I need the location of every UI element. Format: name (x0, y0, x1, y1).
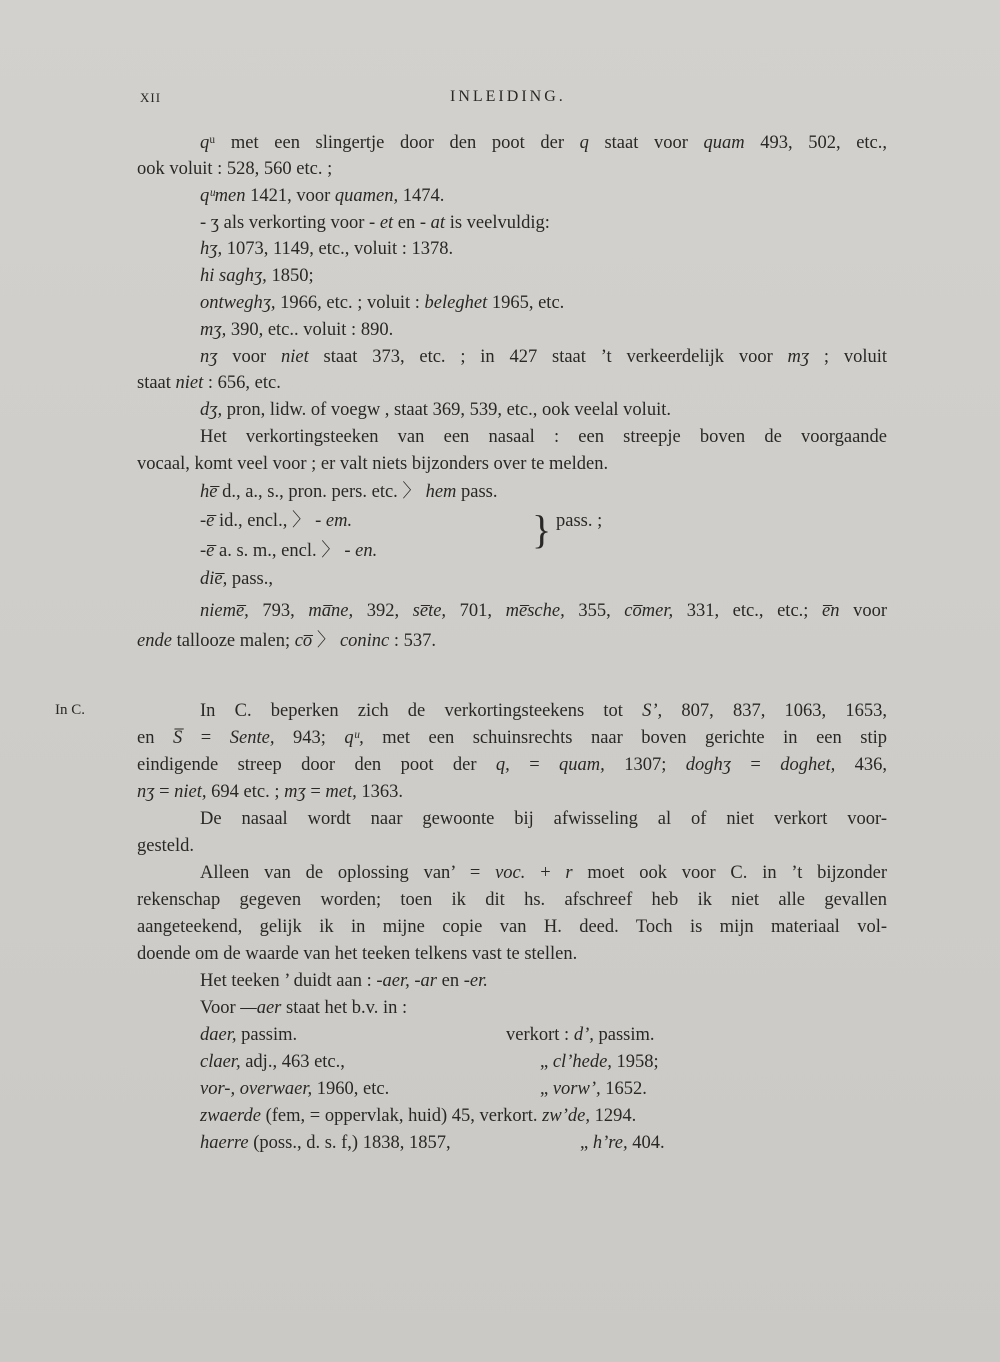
text-line (200, 185, 444, 207)
text-run: 694 etc. ; (206, 782, 285, 802)
text-run: 1965, etc. (487, 293, 565, 313)
text-run: 1363. (356, 782, 403, 802)
text-line (200, 238, 453, 260)
text-line (200, 212, 550, 234)
text-run: en. (355, 541, 378, 561)
text-run: e̅n (822, 601, 840, 621)
text-run: gesteld. (137, 836, 195, 856)
text-run: ma̅ne, (308, 601, 354, 621)
text-run: 1958; (611, 1052, 659, 1072)
text-line (200, 481, 498, 503)
text-run: nieme̅, (200, 601, 249, 621)
text-line (137, 781, 403, 803)
text-line (556, 510, 602, 532)
text-line (200, 510, 352, 532)
text-line (200, 1132, 451, 1154)
text-line (200, 399, 671, 421)
text-line (200, 1024, 297, 1046)
text-run: mʒ (284, 782, 306, 802)
text-run: zw’de, (542, 1106, 590, 1126)
text-line (200, 600, 887, 622)
text-line (137, 453, 608, 475)
text-run: 〉 (312, 631, 340, 651)
text-run: vocaal, komt veel voor ; er valt niets bijzonders over te melden. (137, 454, 609, 474)
text-run: ontweghʒ, (200, 293, 276, 313)
brace-mark: } (532, 507, 552, 552)
text-line (137, 727, 887, 749)
text-run: —aer (240, 998, 282, 1018)
text-run: hʒ, (200, 239, 223, 259)
text-run: ; voluit (809, 347, 888, 367)
text-run: die̅, (200, 569, 228, 589)
text-run: at (430, 213, 446, 233)
text-run: pass., (227, 569, 273, 589)
text-run: Sente, (229, 728, 275, 748)
text-run: 807, 837, 1063, 1653, (662, 701, 887, 721)
text-line (200, 540, 377, 562)
text-run: verkort : (506, 1025, 574, 1045)
text-run: rekenschap gegeven worden; toen ik dit hs. afschreef heb ik niet alle gevallen (137, 890, 887, 910)
text-run: 355, (564, 601, 625, 621)
text-run: 390, etc.. voluit : 890. (226, 320, 394, 340)
text-run: quam (703, 133, 745, 153)
text-run: pass. ; (556, 511, 603, 531)
text-run: 1652. (600, 1079, 647, 1099)
text-run: zwaerde (200, 1106, 261, 1126)
text-line (200, 1051, 345, 1073)
text-line (200, 862, 887, 884)
text-run: mʒ (787, 347, 810, 367)
text-run: voor (839, 601, 888, 621)
text-run: aangeteekend, gelijk ik in mijne copie van H. deed. Toch is mijn materiaal vol- (137, 917, 887, 937)
text-run: is veelvuldig: (445, 213, 550, 233)
text-run: Het verkortingsteeken van een nasaal : een streepje boven de voorgaande (200, 427, 887, 447)
page-number: XII (140, 90, 162, 105)
text-run: In C. beperken zich de verkortingsteekens tot (200, 701, 643, 721)
text-run: doghet, (780, 755, 836, 775)
text-run: en (137, 728, 173, 748)
text-run: r (565, 863, 573, 883)
text-run: q (200, 133, 210, 153)
text-run: 493, 502, etc., (744, 133, 888, 153)
text-run: hi saghʒ, (200, 266, 267, 286)
text-run: „ (580, 1133, 589, 1153)
text-run: 701, (446, 601, 506, 621)
text-run: co̅mer, (624, 601, 674, 621)
text-run: doghʒ (685, 755, 731, 775)
text-run: he̅ (200, 482, 218, 502)
text-run: S’, (642, 701, 663, 721)
text-line (200, 1078, 389, 1100)
text-line (137, 889, 887, 911)
running-title: INLEIDING. (450, 88, 566, 105)
text-run: beleghet (424, 293, 488, 313)
text-run: = (154, 782, 175, 802)
text-run: = (509, 755, 560, 775)
text-run: d’, (573, 1025, 594, 1045)
text-line (200, 319, 393, 341)
text-run: staat 373, etc. ; in 427 staat ’t verkeerdelijk voor (308, 347, 788, 367)
text-line (200, 265, 314, 287)
text-run: „ (540, 1052, 549, 1072)
text-run: me̅sche, (505, 601, 565, 621)
text-run: se̅te, (412, 601, 447, 621)
text-line (580, 1132, 665, 1154)
text-line (137, 158, 332, 180)
text-run: q, (495, 755, 510, 775)
text-run: coninc (339, 631, 390, 651)
text-run: co̅ (294, 631, 313, 651)
text-run: h’re, (588, 1133, 628, 1153)
text-run: = (305, 782, 326, 802)
text-run: voor (217, 347, 281, 367)
text-run: 1960, etc. (312, 1079, 390, 1099)
text-run: qᵘ, (344, 728, 364, 748)
text-run: daer, (200, 1025, 237, 1045)
text-run: (fem, = oppervlak, huid) 45, verkort. (260, 1106, 543, 1126)
text-run: d., a., s., pron. pers. etc. 〉 (217, 482, 426, 502)
text-run: met een schuinsrechts naar boven gerichte in een stip (363, 728, 888, 748)
text-line (200, 568, 273, 590)
text-run: vor-, overwaer, (200, 1079, 313, 1099)
text-run: 1421, voor (245, 186, 335, 206)
text-line (506, 1024, 655, 1046)
text-run: pass. (456, 482, 498, 502)
text-line (200, 292, 564, 314)
text-run: - ʒ als verkorting voor - (200, 213, 380, 233)
text-line (200, 997, 407, 1019)
text-line (137, 630, 436, 652)
text-run: niet, (174, 782, 207, 802)
text-run: cl’hede, (548, 1052, 612, 1072)
text-run: id., encl., 〉 - (214, 511, 326, 531)
text-run: Alleen van de oplossing van’ = (200, 863, 496, 883)
text-line (137, 835, 194, 857)
text-run: ᵘ met een slingertje door den poot der (209, 133, 580, 153)
text-run: S̅ (173, 728, 183, 748)
text-run: adj., 463 etc., (240, 1052, 345, 1072)
text-run: 1073, 1149, etc., voluit : 1378. (222, 239, 454, 259)
text-run: quam, (559, 755, 605, 775)
text-run: passim. (236, 1025, 298, 1045)
text-run: passim. (593, 1025, 655, 1045)
text-line (200, 700, 887, 722)
text-run: en - (393, 213, 431, 233)
text-run: dʒ, (200, 400, 223, 420)
text-run: met, (325, 782, 357, 802)
text-run: Het teeken ’ duidt aan : (200, 971, 377, 991)
text-run: 1850; (266, 266, 314, 286)
text-run: 1474. (398, 186, 445, 206)
text-run: a. s. m., encl. 〉 - (214, 541, 356, 561)
text-run: De nasaal wordt naar gewoonte bij afwisseling al of niet verkort voor- (200, 809, 887, 829)
text-run: -aer, -ar (376, 971, 438, 991)
text-run: 392, (353, 601, 413, 621)
text-line (200, 132, 887, 154)
margin-note: In C. (55, 702, 85, 718)
text-run: em. (325, 511, 353, 531)
text-run: et (379, 213, 394, 233)
text-run: staat voor (588, 133, 704, 153)
text-run: -er. (463, 971, 488, 991)
text-run: mʒ, (200, 320, 227, 340)
text-run: 793, (248, 601, 309, 621)
text-run: 943; (274, 728, 345, 748)
text-line (137, 916, 887, 938)
text-run: hem (425, 482, 457, 502)
text-run: niet (175, 373, 204, 393)
text-run: nʒ (200, 347, 218, 367)
text-run: haerre (200, 1133, 249, 1153)
text-run: q (579, 133, 589, 153)
text-run: + (525, 863, 566, 883)
text-line (540, 1051, 659, 1073)
text-run: staat het b.v. in : (281, 998, 408, 1018)
text-run: 436, (835, 755, 888, 775)
text-run: claer, (200, 1052, 241, 1072)
text-run: : 656, etc. (203, 373, 281, 393)
text-line (137, 372, 281, 394)
text-run: ook voluit : 528, 560 etc. ; (137, 159, 333, 179)
text-run: voc. (495, 863, 526, 883)
text-run: 1966, etc. ; voluit : (275, 293, 425, 313)
text-run: = (182, 728, 230, 748)
text-run: Voor (200, 998, 241, 1018)
text-run: ende (137, 631, 172, 651)
text-run: : 537. (389, 631, 437, 651)
text-line (200, 426, 887, 448)
text-run: 404. (627, 1133, 665, 1153)
text-run: quamen, (334, 186, 399, 206)
text-run: 331, etc., etc.; (673, 601, 823, 621)
text-run: eindigende streep door den poot der (137, 755, 496, 775)
text-line (540, 1078, 647, 1100)
text-line (137, 943, 577, 965)
text-line (200, 346, 887, 368)
text-run: (poss., d. s. f,) 1838, 1857, (248, 1133, 451, 1153)
text-line (200, 1105, 636, 1127)
text-run: -e̅ (200, 511, 215, 531)
text-run: vorw’, (548, 1079, 601, 1099)
text-run: en (437, 971, 464, 991)
text-run: moet ook voor C. in ’t bijzonder (572, 863, 887, 883)
text-run: 1307; (604, 755, 686, 775)
text-run: tallooze malen; (171, 631, 295, 651)
text-run: 1294. (589, 1106, 637, 1126)
text-run: doende om de waarde van het teeken telkens vast te stellen. (137, 944, 578, 964)
text-run: qᵘmen (200, 186, 246, 206)
text-run: pron, lidw. of voegw , staat 369, 539, etc., ook veelal voluit. (222, 400, 671, 420)
text-run: „ (540, 1079, 549, 1099)
text-run: -e̅ (200, 541, 215, 561)
text-run: staat (137, 373, 176, 393)
text-line (200, 970, 488, 992)
text-run: = (730, 755, 781, 775)
text-line (200, 808, 887, 830)
text-line (137, 754, 887, 776)
text-run: nʒ (137, 782, 155, 802)
text-run: niet (280, 347, 309, 367)
